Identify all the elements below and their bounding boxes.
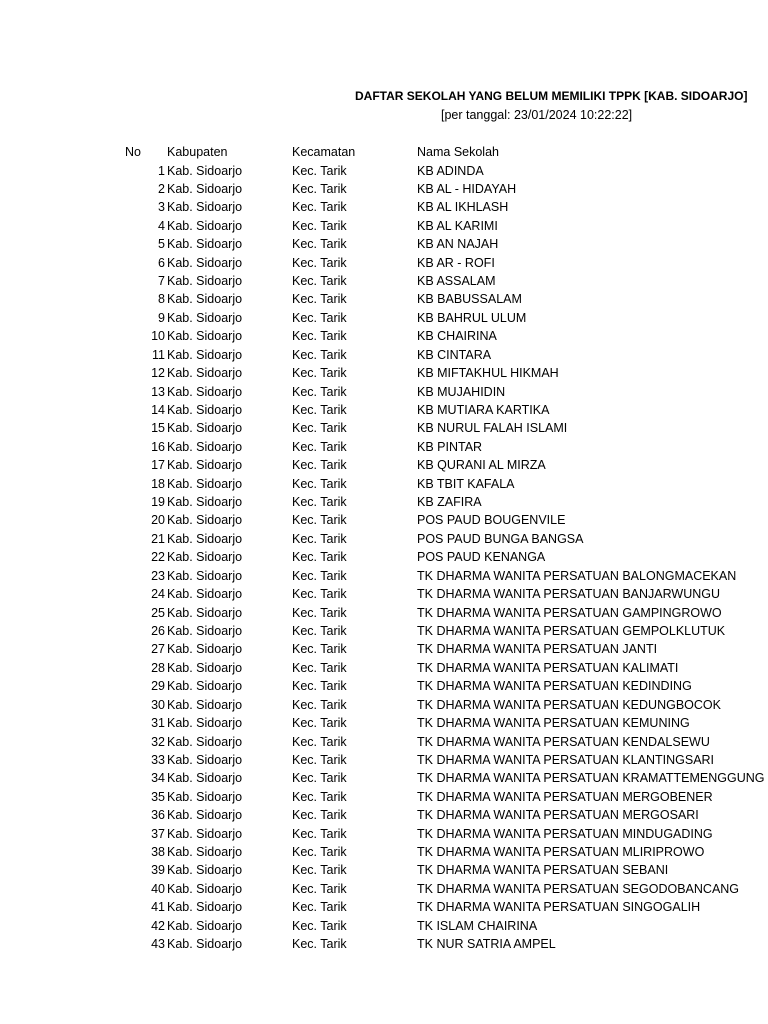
cell-kecamatan: Kec. Tarik — [292, 771, 347, 786]
table-row — [0, 769, 768, 787]
cell-nama-sekolah: KB ASSALAM — [417, 274, 496, 289]
cell-kecamatan: Kec. Tarik — [292, 255, 347, 270]
table-row — [0, 843, 768, 861]
cell-nama-sekolah: KB AR - ROFI — [417, 255, 495, 270]
cell-no: 37 — [151, 826, 165, 841]
table-header — [0, 143, 768, 161]
cell-kecamatan: Kec. Tarik — [292, 550, 347, 565]
cell-kabupaten: Kab. Sidoarjo — [167, 826, 243, 841]
cell-kabupaten: Kab. Sidoarjo — [167, 679, 243, 694]
table-row — [0, 364, 768, 382]
cell-kecamatan: Kec. Tarik — [292, 716, 347, 731]
cell-nama-sekolah: TK DHARMA WANITA PERSATUAN KENDALSEWU — [417, 734, 710, 749]
cell-no: 27 — [151, 642, 165, 657]
table-row — [0, 917, 768, 935]
cell-no: 6 — [158, 255, 165, 270]
table-row — [0, 640, 768, 658]
cell-nama-sekolah: POS PAUD BUNGA BANGSA — [417, 531, 584, 546]
cell-no: 33 — [151, 752, 165, 767]
cell-kecamatan: Kec. Tarik — [292, 402, 347, 417]
document-title: DAFTAR SEKOLAH YANG BELUM MEMILIKI TPPK [KAB. SIDOARJO] — [355, 89, 748, 103]
header-kabupaten: Kabupaten — [167, 145, 228, 159]
cell-kecamatan: Kec. Tarik — [292, 439, 347, 454]
cell-kabupaten: Kab. Sidoarjo — [167, 495, 243, 510]
table-row — [0, 198, 768, 216]
cell-kabupaten: Kab. Sidoarjo — [167, 476, 243, 491]
table-row — [0, 438, 768, 456]
cell-no: 7 — [158, 274, 165, 289]
table-row — [0, 659, 768, 677]
table-row — [0, 254, 768, 272]
cell-kabupaten: Kab. Sidoarjo — [167, 439, 243, 454]
table-row — [0, 530, 768, 548]
cell-kecamatan: Kec. Tarik — [292, 568, 347, 583]
cell-kecamatan: Kec. Tarik — [292, 679, 347, 694]
cell-kabupaten: Kab. Sidoarjo — [167, 587, 243, 602]
cell-no: 14 — [151, 402, 165, 417]
cell-no: 1 — [158, 163, 165, 178]
cell-kecamatan: Kec. Tarik — [292, 624, 347, 638]
cell-nama-sekolah: TK DHARMA WANITA PERSATUAN MERGOSARI — [417, 808, 699, 823]
table-row — [0, 604, 768, 622]
table-row — [0, 475, 768, 493]
cell-kecamatan: Kec. Tarik — [292, 808, 347, 823]
cell-kabupaten: Kab. Sidoarjo — [167, 624, 243, 638]
table-row — [0, 825, 768, 843]
cell-kabupaten: Kab. Sidoarjo — [167, 163, 243, 178]
cell-kecamatan: Kec. Tarik — [292, 200, 347, 215]
cell-nama-sekolah: KB AL IKHLASH — [417, 200, 509, 215]
cell-kabupaten: Kab. Sidoarjo — [167, 642, 243, 657]
cell-kabupaten: Kab. Sidoarjo — [167, 568, 243, 583]
cell-no: 36 — [151, 808, 165, 823]
cell-nama-sekolah: KB MUJAHIDIN — [417, 384, 506, 399]
cell-kecamatan: Kec. Tarik — [292, 937, 347, 952]
cell-nama-sekolah: KB PINTAR — [417, 439, 483, 454]
cell-kabupaten: Kab. Sidoarjo — [167, 531, 243, 546]
table-row — [0, 162, 768, 180]
cell-kecamatan: Kec. Tarik — [292, 845, 347, 860]
cell-nama-sekolah: KB AL - HIDAYAH — [417, 181, 517, 196]
table-row — [0, 880, 768, 898]
cell-kabupaten: Kab. Sidoarjo — [167, 752, 243, 767]
cell-no: 10 — [151, 329, 165, 344]
cell-nama-sekolah: TK DHARMA WANITA PERSATUAN KEDUNGBOCOK — [417, 697, 721, 712]
cell-kecamatan: Kec. Tarik — [292, 476, 347, 491]
cell-kabupaten: Kab. Sidoarjo — [167, 310, 243, 325]
table-row — [0, 235, 768, 253]
table-row — [0, 346, 768, 364]
cell-kecamatan: Kec. Tarik — [292, 163, 347, 178]
cell-no: 22 — [151, 550, 165, 565]
cell-kecamatan: Kec. Tarik — [292, 881, 347, 896]
cell-kecamatan: Kec. Tarik — [292, 605, 347, 620]
cell-kabupaten: Kab. Sidoarjo — [167, 716, 243, 731]
table-row — [0, 309, 768, 327]
cell-nama-sekolah: POS PAUD BOUGENVILE — [417, 513, 566, 528]
cell-nama-sekolah: KB AL KARIMI — [417, 218, 498, 233]
cell-nama-sekolah: TK DHARMA WANITA PERSATUAN KEDINDING — [417, 679, 692, 694]
cell-nama-sekolah: KB MIFTAKHUL HIKMAH — [417, 366, 559, 381]
cell-kabupaten: Kab. Sidoarjo — [167, 550, 243, 565]
cell-nama-sekolah: TK DHARMA WANITA PERSATUAN GEMPOLKLUTUK — [417, 624, 726, 638]
cell-no: 43 — [151, 937, 165, 952]
cell-no: 25 — [151, 605, 165, 620]
cell-kecamatan: Kec. Tarik — [292, 458, 347, 473]
cell-kecamatan: Kec. Tarik — [292, 752, 347, 767]
cell-kabupaten: Kab. Sidoarjo — [167, 863, 243, 878]
cell-no: 30 — [151, 697, 165, 712]
cell-nama-sekolah: TK DHARMA WANITA PERSATUAN JANTI — [417, 642, 658, 657]
cell-kecamatan: Kec. Tarik — [292, 660, 347, 675]
cell-no: 31 — [151, 716, 165, 731]
table-row — [0, 217, 768, 235]
cell-no: 9 — [158, 310, 165, 325]
cell-kecamatan: Kec. Tarik — [292, 366, 347, 381]
cell-nama-sekolah: TK NUR SATRIA AMPEL — [417, 937, 556, 952]
cell-kecamatan: Kec. Tarik — [292, 642, 347, 657]
table-row — [0, 622, 768, 640]
cell-kabupaten: Kab. Sidoarjo — [167, 292, 243, 307]
cell-nama-sekolah: KB NURUL FALAH ISLAMI — [417, 421, 568, 436]
table-row — [0, 272, 768, 290]
cell-kecamatan: Kec. Tarik — [292, 531, 347, 546]
table-row — [0, 585, 768, 603]
cell-nama-sekolah: TK DHARMA WANITA PERSATUAN SEBANI — [417, 863, 669, 878]
header-no: No — [125, 145, 141, 159]
cell-nama-sekolah: POS PAUD KENANGA — [417, 550, 546, 565]
table-row — [0, 935, 768, 953]
cell-nama-sekolah: KB ADINDA — [417, 163, 484, 178]
cell-kecamatan: Kec. Tarik — [292, 347, 347, 362]
cell-no: 19 — [151, 495, 165, 510]
table-row — [0, 383, 768, 401]
table-row — [0, 401, 768, 419]
table-row — [0, 180, 768, 198]
cell-no: 29 — [151, 679, 165, 694]
cell-no: 12 — [151, 366, 165, 381]
cell-kabupaten: Kab. Sidoarjo — [167, 347, 243, 362]
cell-kabupaten: Kab. Sidoarjo — [167, 384, 243, 399]
cell-no: 40 — [151, 881, 165, 896]
cell-kecamatan: Kec. Tarik — [292, 918, 347, 933]
cell-no: 32 — [151, 734, 165, 749]
cell-kecamatan: Kec. Tarik — [292, 697, 347, 712]
table-row — [0, 511, 768, 529]
cell-kabupaten: Kab. Sidoarjo — [167, 937, 243, 952]
cell-kabupaten: Kab. Sidoarjo — [167, 329, 243, 344]
cell-nama-sekolah: KB CINTARA — [417, 347, 492, 362]
cell-kabupaten: Kab. Sidoarjo — [167, 200, 243, 215]
table-row — [0, 861, 768, 879]
cell-no: 17 — [151, 458, 165, 473]
cell-kecamatan: Kec. Tarik — [292, 826, 347, 841]
cell-kabupaten: Kab. Sidoarjo — [167, 255, 243, 270]
cell-kabupaten: Kab. Sidoarjo — [167, 734, 243, 749]
table-row — [0, 677, 768, 695]
table-row — [0, 456, 768, 474]
cell-no: 16 — [151, 439, 165, 454]
cell-no: 42 — [151, 918, 165, 933]
table-row — [0, 733, 768, 751]
cell-nama-sekolah: KB BABUSSALAM — [417, 292, 522, 307]
cell-nama-sekolah: TK DHARMA WANITA PERSATUAN KEMUNING — [417, 716, 690, 731]
cell-kecamatan: Kec. Tarik — [292, 421, 347, 436]
document-date: [per tanggal: 23/01/2024 10:22:22] — [441, 108, 633, 122]
cell-no: 34 — [151, 771, 165, 786]
cell-nama-sekolah: KB ZAFIRA — [417, 495, 482, 510]
cell-nama-sekolah: TK DHARMA WANITA PERSATUAN BALONGMACEKAN — [417, 568, 737, 583]
cell-nama-sekolah: TK DHARMA WANITA PERSATUAN BANJARWUNGU — [417, 587, 721, 602]
cell-kabupaten: Kab. Sidoarjo — [167, 697, 243, 712]
table-row — [0, 714, 768, 732]
cell-nama-sekolah: KB AN NAJAH — [417, 237, 499, 252]
cell-nama-sekolah: TK DHARMA WANITA PERSATUAN SEGODOBANCANG — [417, 881, 740, 896]
table-row — [0, 493, 768, 511]
cell-nama-sekolah: TK DHARMA WANITA PERSATUAN KRAMATTEMENGGUNG — [417, 771, 765, 786]
table-row — [0, 696, 768, 714]
cell-kecamatan: Kec. Tarik — [292, 329, 347, 344]
cell-nama-sekolah: TK DHARMA WANITA PERSATUAN MLIRIPROWO — [417, 845, 705, 860]
cell-no: 3 — [158, 200, 165, 215]
cell-kabupaten: Kab. Sidoarjo — [167, 881, 243, 896]
cell-kabupaten: Kab. Sidoarjo — [167, 237, 243, 252]
cell-no: 24 — [151, 587, 165, 602]
cell-no: 28 — [151, 660, 165, 675]
cell-nama-sekolah: KB QURANI AL MIRZA — [417, 458, 546, 473]
cell-kecamatan: Kec. Tarik — [292, 587, 347, 602]
cell-no: 5 — [158, 237, 165, 252]
cell-kecamatan: Kec. Tarik — [292, 310, 347, 325]
cell-kabupaten: Kab. Sidoarjo — [167, 789, 243, 804]
cell-nama-sekolah: KB TBIT KAFALA — [417, 476, 515, 491]
cell-kecamatan: Kec. Tarik — [292, 495, 347, 510]
cell-kabupaten: Kab. Sidoarjo — [167, 918, 243, 933]
cell-kabupaten: Kab. Sidoarjo — [167, 513, 243, 528]
cell-nama-sekolah: KB CHAIRINA — [417, 329, 497, 344]
cell-kabupaten: Kab. Sidoarjo — [167, 181, 243, 196]
cell-kabupaten: Kab. Sidoarjo — [167, 605, 243, 620]
cell-nama-sekolah: TK DHARMA WANITA PERSATUAN KALIMATI — [417, 660, 679, 675]
table-row — [0, 751, 768, 769]
cell-kecamatan: Kec. Tarik — [292, 181, 347, 196]
cell-no: 13 — [151, 384, 165, 399]
cell-no: 38 — [151, 845, 165, 860]
cell-nama-sekolah: TK ISLAM CHAIRINA — [417, 918, 538, 933]
table-row — [0, 567, 768, 585]
cell-kabupaten: Kab. Sidoarjo — [167, 900, 243, 915]
table-row — [0, 806, 768, 824]
header-kecamatan: Kecamatan — [292, 145, 356, 159]
cell-kabupaten: Kab. Sidoarjo — [167, 458, 243, 473]
cell-no: 39 — [151, 863, 165, 878]
cell-nama-sekolah: KB BAHRUL ULUM — [417, 310, 527, 325]
cell-kabupaten: Kab. Sidoarjo — [167, 218, 243, 233]
cell-no: 4 — [158, 218, 165, 233]
cell-kecamatan: Kec. Tarik — [292, 384, 347, 399]
cell-kabupaten: Kab. Sidoarjo — [167, 421, 243, 436]
cell-nama-sekolah: TK DHARMA WANITA PERSATUAN MINDUGADING — [417, 826, 713, 841]
cell-kabupaten: Kab. Sidoarjo — [167, 274, 243, 289]
cell-kecamatan: Kec. Tarik — [292, 734, 347, 749]
table-row — [0, 419, 768, 437]
cell-no: 26 — [151, 624, 165, 638]
table-row — [0, 898, 768, 916]
cell-nama-sekolah: TK DHARMA WANITA PERSATUAN MERGOBENER — [417, 789, 713, 804]
cell-no: 20 — [151, 513, 165, 528]
cell-kabupaten: Kab. Sidoarjo — [167, 808, 243, 823]
header-nama-sekolah: Nama Sekolah — [417, 145, 499, 159]
cell-kabupaten: Kab. Sidoarjo — [167, 845, 243, 860]
cell-no: 8 — [158, 292, 165, 307]
cell-kecamatan: Kec. Tarik — [292, 900, 347, 915]
cell-kecamatan: Kec. Tarik — [292, 292, 347, 307]
table-row — [0, 548, 768, 566]
cell-no: 18 — [151, 476, 165, 491]
cell-kabupaten: Kab. Sidoarjo — [167, 366, 243, 381]
cell-kabupaten: Kab. Sidoarjo — [167, 402, 243, 417]
cell-kecamatan: Kec. Tarik — [292, 274, 347, 289]
table-row — [0, 327, 768, 345]
table-row — [0, 290, 768, 308]
cell-kabupaten: Kab. Sidoarjo — [167, 660, 243, 675]
cell-nama-sekolah: KB MUTIARA KARTIKA — [417, 402, 550, 417]
cell-no: 35 — [151, 789, 165, 804]
cell-kecamatan: Kec. Tarik — [292, 863, 347, 878]
cell-kecamatan: Kec. Tarik — [292, 513, 347, 528]
cell-no: 11 — [152, 347, 165, 362]
cell-kabupaten: Kab. Sidoarjo — [167, 771, 243, 786]
cell-no: 21 — [151, 531, 165, 546]
cell-no: 23 — [151, 568, 165, 583]
cell-nama-sekolah: TK DHARMA WANITA PERSATUAN SINGOGALIH — [417, 900, 701, 915]
cell-kecamatan: Kec. Tarik — [292, 237, 347, 252]
cell-no: 15 — [151, 421, 165, 436]
cell-kecamatan: Kec. Tarik — [292, 789, 347, 804]
cell-no: 41 — [151, 900, 165, 915]
cell-nama-sekolah: TK DHARMA WANITA PERSATUAN KLANTINGSARI — [417, 752, 715, 767]
table-row — [0, 788, 768, 806]
cell-nama-sekolah: TK DHARMA WANITA PERSATUAN GAMPINGROWO — [417, 605, 722, 620]
cell-kecamatan: Kec. Tarik — [292, 218, 347, 233]
cell-no: 2 — [158, 181, 165, 196]
